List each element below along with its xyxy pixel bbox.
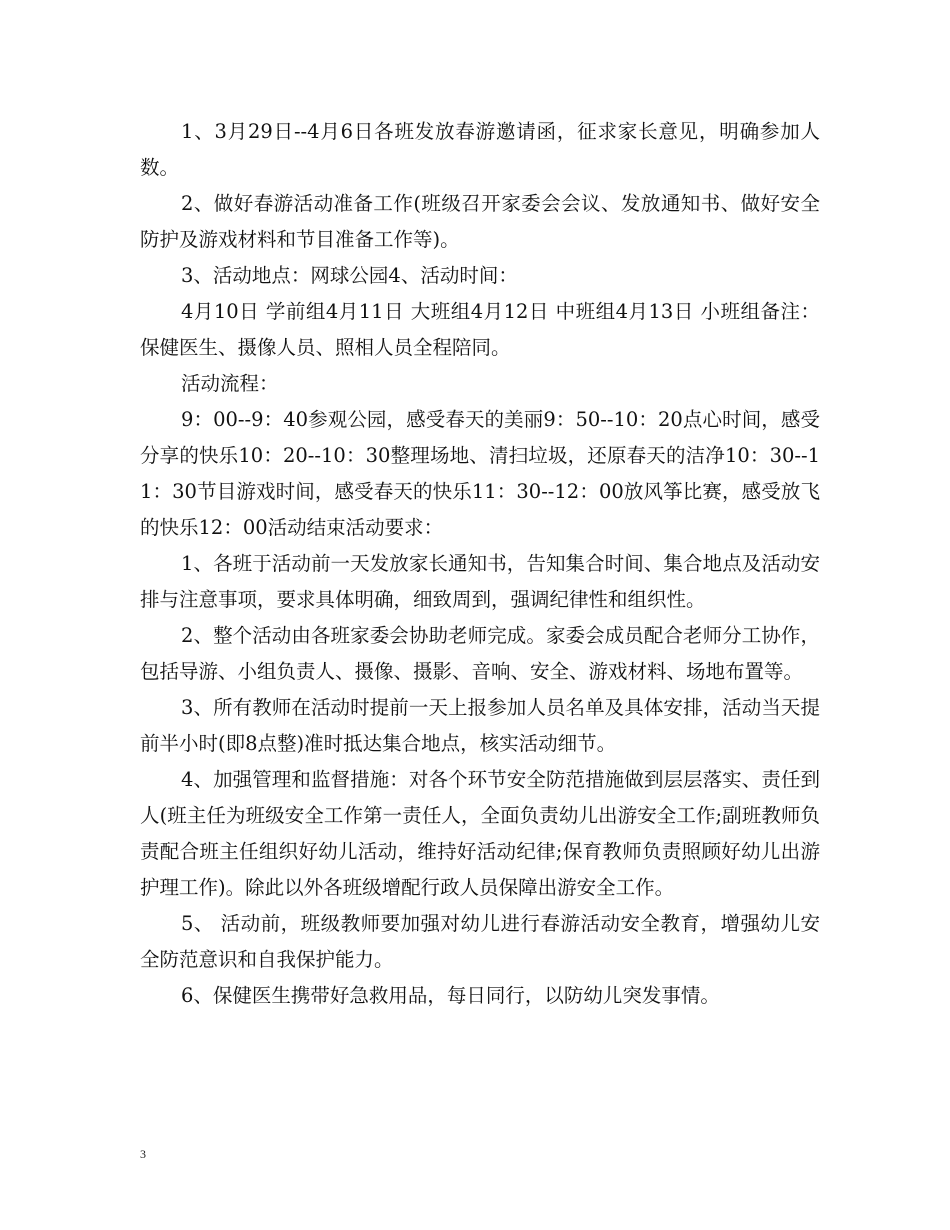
paragraph-requirement-safety-management: 4、加强管理和监督措施：对各个环节安全防范措施做到层层落实、责任到人(班主任为班级安全工作第一责任人，全面负责幼儿出游安全工作;副班教师负责配合班主任组织好幼儿活动，维持好活动纪律;保育教师负责照顾好幼儿出游护理工作)。除此以外各班级增配行政人员保障出游安全工作。 <box>140 768 820 899</box>
paragraph-preparation: 2、做好春游活动准备工作(班级召开家委会会议、发放通知书、做好安全防护及游戏材料和节目准备工作等)。 <box>140 192 820 251</box>
document-body <box>140 114 820 1014</box>
paragraph-requirement-notice: 1、各班于活动前一天发放家长通知书，告知集合时间、集合地点及活动安排与注意事项，要求具体明确，细致周到，强调纪律性和组织性。 <box>140 552 820 611</box>
paragraph-requirement-safety-education: 5、 活动前，班级教师要加强对幼儿进行春游活动安全教育，增强幼儿安全防范意识和自我保护能力。 <box>140 912 820 971</box>
paragraph-invitation: 1、3月29日--4月6日各班发放春游邀请函，征求家长意见，明确参加人数。 <box>140 120 820 179</box>
paragraph-requirement-teachers: 3、所有教师在活动时提前一天上报参加人员名单及具体安排，活动当天提前半小时(即8点整)准时抵达集合地点，核实活动细节。 <box>140 696 820 755</box>
paragraph-requirement-doctor: 6、保健医生携带好急救用品，每日同行，以防幼儿突发事情。 <box>181 984 720 1007</box>
paragraph-location-time: 3、活动地点：网球公园4、活动时间： <box>181 264 518 287</box>
paragraph-schedule-groups: 4月10日 学前组4月11日 大班组4月12日 中班组4月13日 小班组备注：保健医生、摄像人员、照相人员全程陪同。 <box>140 300 820 359</box>
paragraph-process-timeline: 9：00--9：40参观公园，感受春天的美丽9：50--10：20点心时间，感受分享的快乐10：20--10：30整理场地、清扫垃圾，还原春天的洁净10：30--11：30节目游戏时间，感受春天的快乐11：30--12：00放风筝比赛，感受放飞的快乐12：00活动结束活动要求： <box>140 408 820 539</box>
paragraph-process-heading: 活动流程： <box>181 372 279 395</box>
paragraph-requirement-committee: 2、整个活动由各班家委会协助老师完成。家委会成员配合老师分工协作，包括导游、小组负责人、摄像、摄影、音响、安全、游戏材料、场地布置等。 <box>140 624 820 683</box>
page-number: 3 <box>140 1147 146 1161</box>
